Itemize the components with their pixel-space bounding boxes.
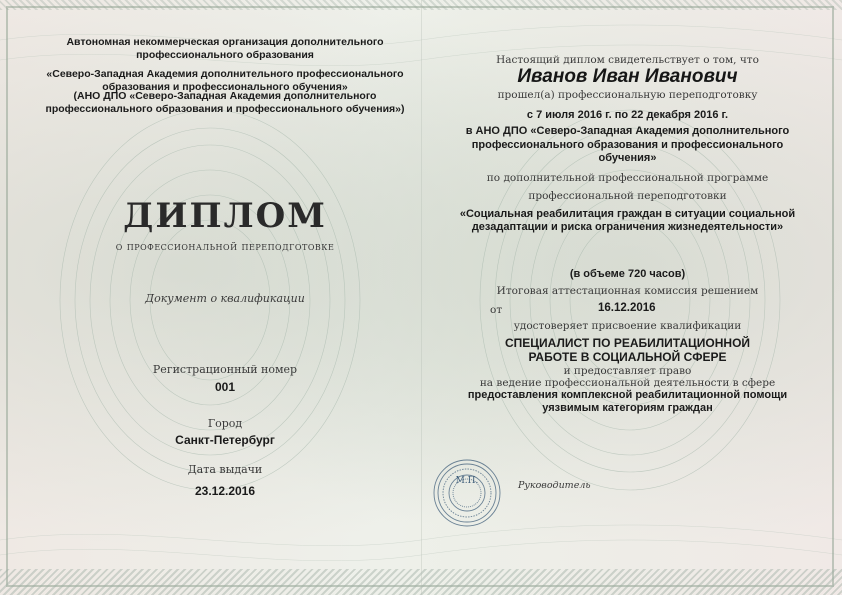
commission-decision-text: Итоговая аттестационная комиссия решением [496, 285, 759, 297]
city-value: Санкт-Петербург [175, 433, 275, 447]
diploma-title: ДИПЛОМ [123, 196, 327, 236]
course-hours: (в объеме 720 часов) [569, 268, 686, 280]
institution-name: в АНО ДПО «Северо-Западная Академия дополнительного профессионального образования и профессионального обучения» [465, 125, 790, 164]
document-qualification: Документ о квалификации [145, 292, 305, 305]
registration-number-value: 001 [214, 380, 236, 394]
decision-from-label: от [490, 304, 503, 316]
diploma-subtitle: о профессиональной переподготовке [115, 240, 335, 253]
issue-date-value: 23.12.2016 [194, 484, 256, 498]
city-label: Город [207, 417, 243, 430]
certification-intro: Настоящий диплом свидетельствует о том, что [496, 54, 759, 66]
program-line-1: по дополнительной профессиональной программе [486, 172, 769, 184]
registration-number-label: Регистрационный номер [152, 363, 298, 376]
program-line-2: профессиональной переподготовки [528, 190, 727, 202]
seal-label: М.П. [455, 476, 479, 486]
graduate-name: Иванов Иван Иванович [517, 66, 738, 87]
official-seal-icon [432, 458, 502, 528]
activity-field: предоставления комплексной реабилитационной помощи уязвимым категориям граждан [467, 389, 788, 414]
org-name-line-3: (АНО ДПО «Северо-Западная Академия дополнительного профессионального образования и профессионального обучения») [45, 90, 405, 115]
training-period: с 7 июля 2016 г. по 22 декабря 2016 г. [526, 109, 729, 121]
qualification-title: СПЕЦИАЛИСТ ПО РЕАБИЛИТАЦИОННОЙ РАБОТЕ В СОЦИАЛЬНОЙ СФЕРЕ [504, 336, 751, 364]
head-signature-label: Руководитель [518, 480, 591, 491]
org-name-line-2: «Северо-Западная Академия дополнительного профессионального образования и профессионального обучения» [46, 68, 404, 93]
passed-retraining-text: прошел(а) профессиональную переподготовку [497, 89, 758, 101]
course-name: «Социальная реабилитация граждан в ситуации социальной дезадаптации и риска ограничения жизнедеятельности» [459, 208, 796, 233]
org-name-line-1: Автономная некоммерческая организация дополнительного профессионального образования [66, 36, 384, 61]
professional-activity-text: на ведение профессиональной деятельности в сфере [479, 377, 776, 389]
issue-date-label: Дата выдачи [187, 463, 263, 476]
grants-right-text: и предоставляет право [563, 365, 692, 377]
page-fold [421, 0, 422, 595]
decision-date: 16.12.2016 [598, 302, 656, 314]
qualification-certifies-text: удостоверяет присвоение квалификации [513, 320, 742, 332]
